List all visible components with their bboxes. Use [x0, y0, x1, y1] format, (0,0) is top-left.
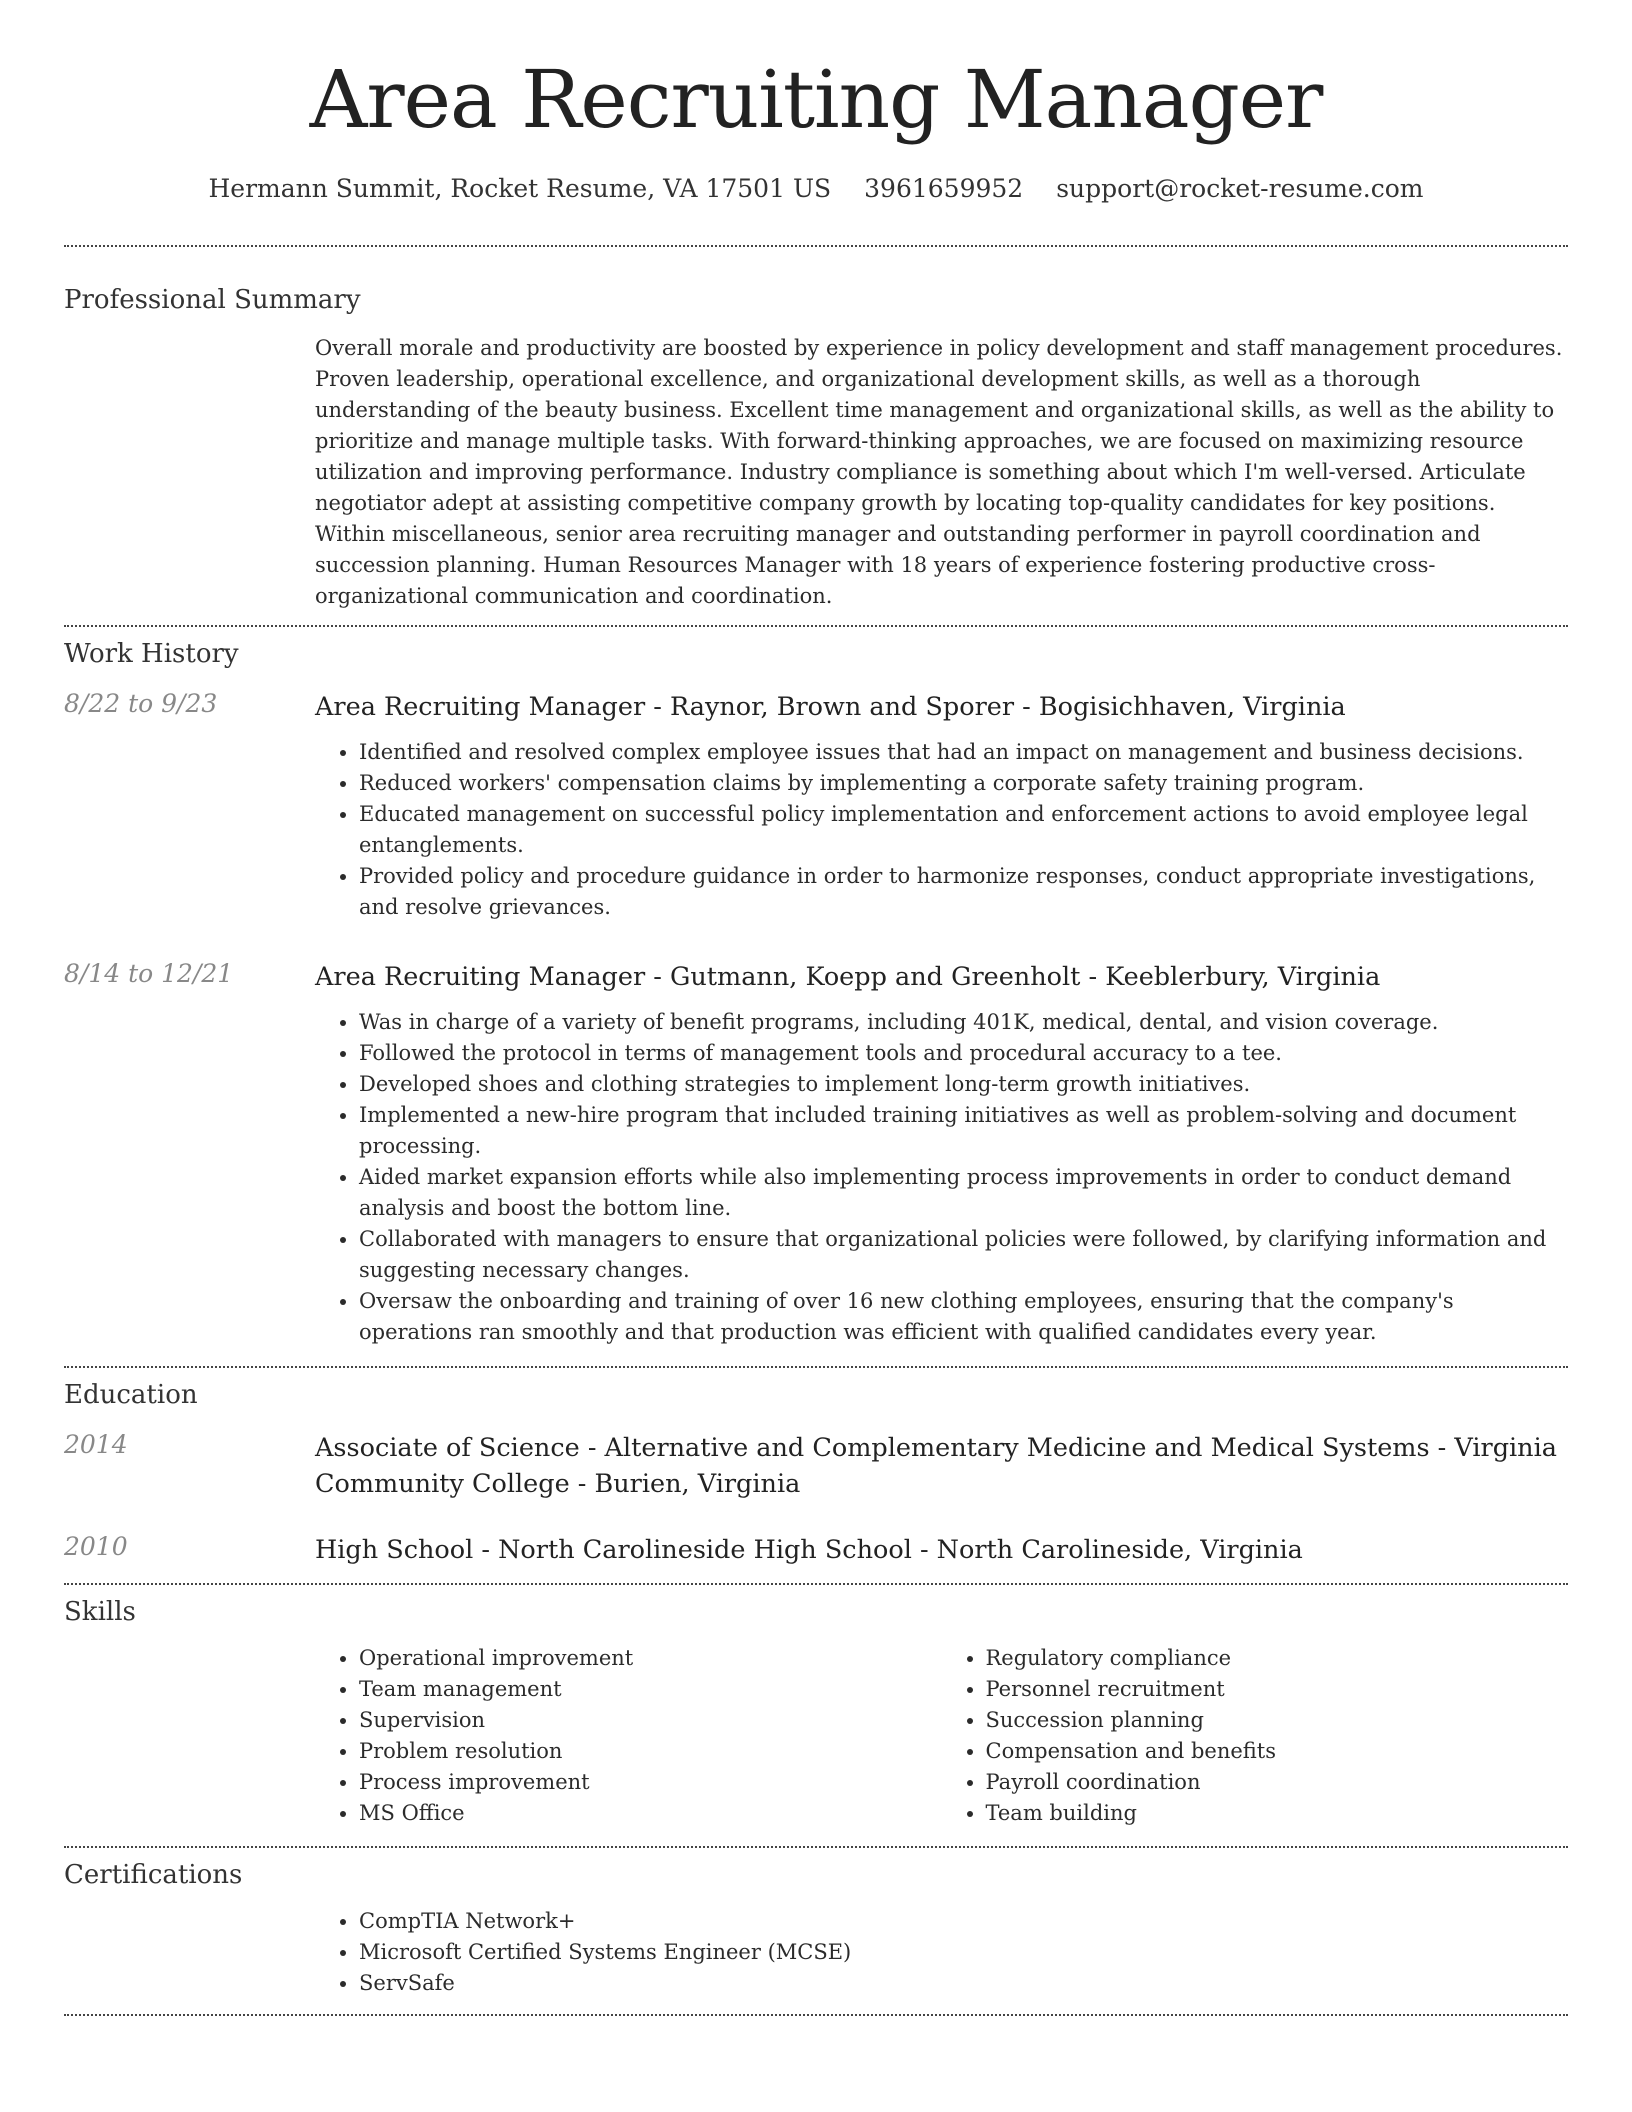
skill-item: • Operational improvement	[359, 1643, 942, 1674]
section-divider	[64, 2014, 1568, 2016]
summary-section	[0, 247, 1632, 612]
job-bullet: • Identified and resolved complex employee issues that had an impact on management and business decisions.	[359, 737, 1568, 768]
job-bullets	[315, 737, 1568, 923]
section-title-education: Education	[64, 1380, 198, 1410]
education-heading: Associate of Science - Alternative and Complementary Medicine and Medical Systems - Virginia Community College - Burien, Virginia	[315, 1433, 1557, 1499]
education-entry	[64, 1532, 1568, 1568]
contact-phone: 3961659952	[864, 174, 1024, 203]
job-bullet: • Developed shoes and clothing strategies to implement long-term growth initiatives.	[359, 1069, 1568, 1100]
section-title-summary: Professional Summary	[64, 285, 361, 315]
section-title-skills: Skills	[64, 1597, 136, 1627]
skill-item: • Team building	[986, 1798, 1569, 1829]
summary-text: Overall morale and productivity are boosted by experience in policy development and staff management procedures. Proven leadership, operational excellence, and organizational development skills, as well as a thorough understanding of the beauty business. Excellent time management and organizational skills, as well as the ability to prioritize and manage multiple tasks. With forward-thinking approaches, we are focused on maximizing resource utilization and improving performance. Industry compliance is something about which I'm well-versed. Articulate negotiator adept at assisting competitive company growth by locating top-quality candidates for key positions. Within miscellaneous, senior area recruiting manager and outstanding performer in payroll coordination and succession planning. Human Resources Manager with 18 years of experience fostering productive cross-organizational communication and coordination.	[315, 336, 1563, 608]
contact-email: support@rocket-resume.com	[1056, 174, 1424, 203]
job-dates: 8/22 to 9/23	[64, 689, 218, 718]
skill-item: • Payroll coordination	[986, 1767, 1569, 1798]
resume-header	[0, 0, 1632, 203]
education-year: 2014	[64, 1430, 128, 1459]
certifications-list	[315, 1906, 1568, 1999]
skill-item: • Team management	[359, 1674, 942, 1705]
job-bullet: • Provided policy and procedure guidance in order to harmonize responses, conduct appropriate investigations, and resolve grievances.	[359, 861, 1568, 923]
certifications-section	[0, 1848, 1632, 1999]
section-title-certifications: Certifications	[64, 1860, 243, 1890]
education-section	[0, 1368, 1632, 1568]
job-entry	[64, 689, 1568, 923]
job-bullet: • Implemented a new-hire program that included training initiatives as well as problem-solving and document processing.	[359, 1100, 1568, 1162]
skills-columns	[315, 1643, 1568, 1829]
skills-list-left	[315, 1643, 942, 1829]
skills-section	[0, 1585, 1632, 1829]
skill-item: • Process improvement	[359, 1767, 942, 1798]
job-bullet: • Was in charge of a variety of benefit programs, including 401K, medical, dental, and vision coverage.	[359, 1007, 1568, 1038]
candidate-title: Area Recruiting Manager	[309, 53, 1323, 146]
section-title-work: Work History	[64, 639, 239, 669]
job-dates: 8/14 to 12/21	[64, 959, 234, 988]
education-year: 2010	[64, 1532, 128, 1561]
job-bullet: • Aided market expansion efforts while also implementing process improvements in order to conduct demand analysis and boost the bottom line.	[359, 1162, 1568, 1224]
skill-item: • MS Office	[359, 1798, 942, 1829]
skill-item: • Compensation and benefits	[986, 1736, 1569, 1767]
work-section	[0, 627, 1632, 1348]
job-bullet: • Followed the protocol in terms of management tools and procedural accuracy to a tee.	[359, 1038, 1568, 1069]
skill-item: • Supervision	[359, 1705, 942, 1736]
job-bullets	[315, 1007, 1568, 1348]
skill-item: • Regulatory compliance	[986, 1643, 1569, 1674]
job-bullet: • Educated management on successful policy implementation and enforcement actions to avoid employee legal entanglements.	[359, 799, 1568, 861]
skill-item: • Problem resolution	[359, 1736, 942, 1767]
certification-item: • Microsoft Certified Systems Engineer (MCSE)	[359, 1937, 1568, 1968]
education-heading: High School - North Carolineside High School - North Carolineside, Virginia	[315, 1535, 1303, 1565]
job-heading: Area Recruiting Manager - Raynor, Brown and Sporer - Bogisichhaven, Virginia	[315, 692, 1346, 722]
education-entry	[64, 1430, 1568, 1502]
certification-item: • ServSafe	[359, 1968, 1568, 1999]
job-entry	[64, 959, 1568, 1348]
job-bullet: • Collaborated with managers to ensure that organizational policies were followed, by clarifying information and suggesting necessary changes.	[359, 1224, 1568, 1286]
job-bullet: • Oversaw the onboarding and training of over 16 new clothing employees, ensuring that the company's operations ran smoothly and that production was efficient with qualified candidates every year.	[359, 1286, 1568, 1348]
job-heading: Area Recruiting Manager - Gutmann, Koepp and Greenholt - Keeblerbury, Virginia	[315, 962, 1381, 992]
certification-item: • CompTIA Network+	[359, 1906, 1568, 1937]
skill-item: • Personnel recruitment	[986, 1674, 1569, 1705]
contact-address: Hermann Summit, Rocket Resume, VA 17501 US	[208, 174, 832, 203]
skills-list-right	[942, 1643, 1569, 1829]
skill-item: • Succession planning	[986, 1705, 1569, 1736]
contact-line	[0, 174, 1632, 203]
job-bullet: • Reduced workers' compensation claims by implementing a corporate safety training program.	[359, 768, 1568, 799]
